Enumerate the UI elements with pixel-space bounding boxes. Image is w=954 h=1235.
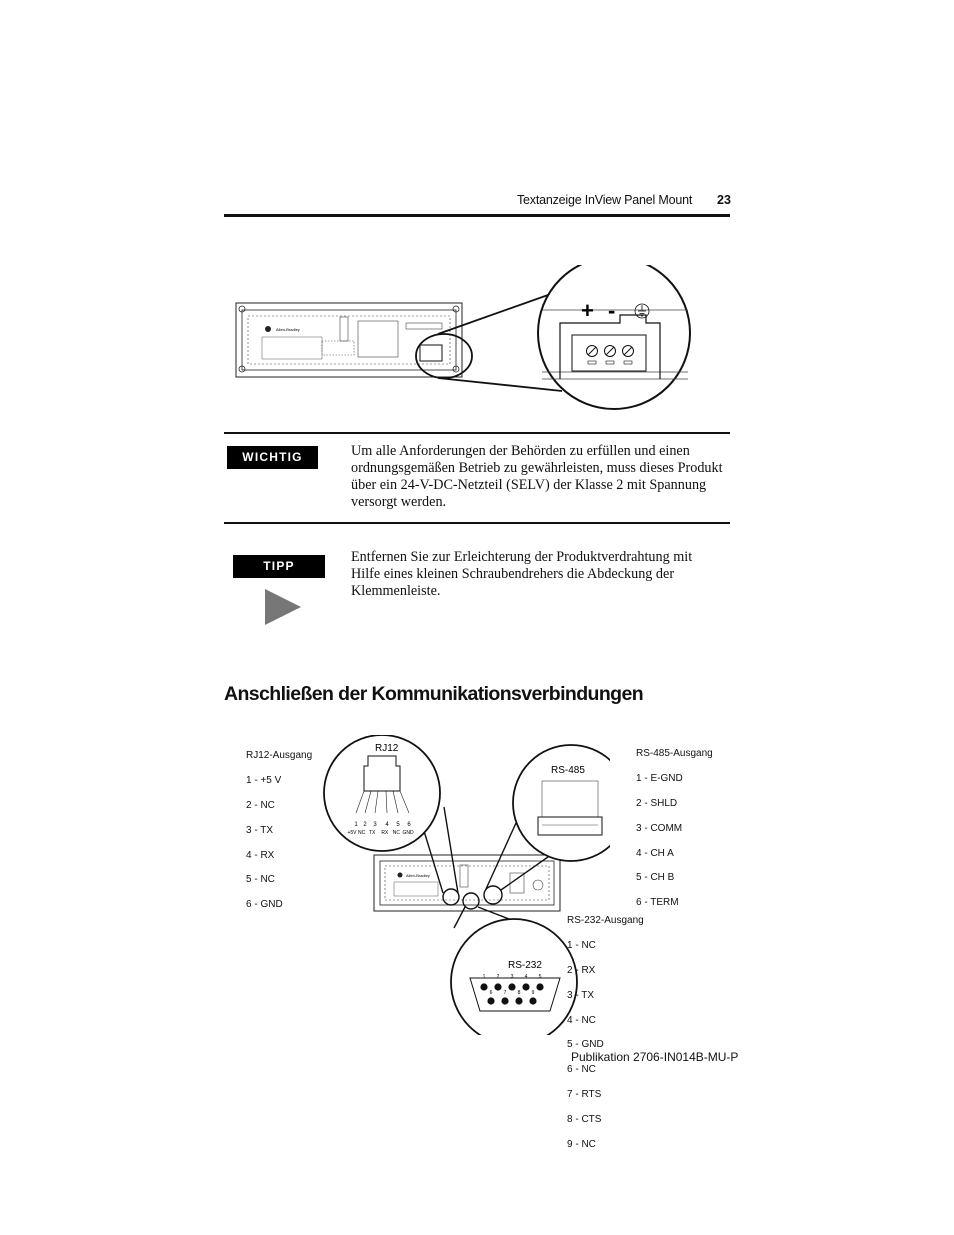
ab-logo-icon [398, 873, 403, 878]
magnifier-small-circle [416, 334, 472, 378]
rj12-pin-list [246, 738, 312, 924]
rs232-zoom-circle [451, 919, 577, 1035]
rj12-pin-number: 5 [396, 822, 400, 828]
rs232-pin-1: 1 - NC [567, 940, 596, 952]
rj12-title: RJ12-Ausgang [246, 750, 313, 762]
notice-top-rule [224, 432, 730, 434]
notice-bottom-rule [224, 522, 730, 524]
magnifier-large-circle [538, 265, 690, 409]
rj12-pin-1: 1 - +5 V [246, 775, 282, 787]
rs485-pin-6: 6 - TERM [636, 897, 679, 909]
rs232-pin-dot [536, 983, 543, 990]
page-number: 23 [717, 193, 731, 207]
rs232-pin-dot [487, 997, 494, 1004]
rs232-pin-dot [508, 983, 515, 990]
rj12-pin-names [347, 830, 413, 836]
rj12-pin-name: RX [381, 830, 389, 836]
rs232-pin-2: 2 - RX [567, 965, 596, 977]
rs232-pin-6: 6 - NC [567, 1064, 596, 1076]
rs485-title: RS-485-Ausgang [636, 748, 713, 760]
comm-panel-brand: Allen-Bradley [406, 873, 430, 878]
tip-badge: TIPP [233, 555, 325, 578]
running-header-title: Textanzeige InView Panel Mount [517, 193, 693, 207]
rs232-title: RS-232-Ausgang [567, 915, 644, 927]
rs232-pin-3: 3 - TX [567, 989, 595, 1001]
rs232-pin-number: 4 [524, 974, 528, 980]
power-terminal-figure [230, 265, 700, 415]
rs232-pin-dot [522, 983, 529, 990]
rs485-pin-4: 4 - CH A [636, 847, 674, 859]
ab-logo-icon [265, 326, 271, 332]
rs232-pin-dot [515, 997, 522, 1004]
rs485-pin-2: 2 - SHLD [636, 798, 678, 810]
rj12-pin-number: 4 [385, 822, 389, 828]
rj12-pin-number: 3 [373, 822, 377, 828]
rs232-pin-list [567, 903, 644, 1164]
rj12-pin-2: 2 - NC [246, 800, 275, 812]
rj12-pin-name: NC [357, 830, 366, 836]
rs232-pin-dot [494, 983, 501, 990]
rs232-pin-dot [501, 997, 508, 1004]
rs232-pin-number: 7 [503, 990, 507, 996]
comm-panel-outline [374, 855, 560, 911]
panel-outline [236, 303, 462, 377]
rj12-pin-name: TX [369, 830, 376, 836]
rs232-pin-9: 9 - NC [567, 1138, 596, 1150]
rj12-pin-5: 5 - NC [246, 874, 275, 886]
rs232-pin-4: 4 - NC [567, 1014, 596, 1026]
rs485-zoom-circle [513, 745, 610, 861]
rj12-pin-number: 1 [354, 822, 358, 828]
rj12-pin-name: GND [402, 830, 414, 836]
rj12-label: RJ12 [375, 743, 399, 754]
rs232-pin-number: 3 [510, 974, 514, 980]
rs232-pin-number: 2 [496, 974, 500, 980]
rs232-port-circle [463, 893, 479, 909]
publication-footer: Publikation 2706-IN014B-MU-P [571, 1050, 739, 1064]
rs232-pin-7: 7 - RTS [567, 1089, 602, 1101]
minus-label: - [608, 298, 616, 323]
rs232-label: RS-232 [508, 960, 542, 971]
rj12-pin-number: 6 [407, 822, 411, 828]
important-badge: WICHTIG [227, 446, 318, 469]
rs232-pin-5: 5 - GND [567, 1039, 604, 1051]
tip-arrow-icon [262, 587, 304, 627]
rs232-pin-number: 8 [517, 990, 521, 996]
plus-label: + [581, 298, 594, 323]
rs485-pin-3: 3 - COMM [636, 822, 683, 834]
tip-text: Entfernen Sie zur Erleichterung der Produktverdrahtung mit Hilfe eines kleinen Schraubendrehers die Abdeckung der Klemmenleiste. [351, 549, 693, 599]
rj12-pin-number: 2 [363, 822, 367, 828]
rj12-pin-name: NC [392, 830, 401, 836]
section-heading: Anschließen der Kommunikationsverbindungen [224, 683, 644, 705]
rj12-pin-6: 6 - GND [246, 899, 283, 911]
rs232-pin-number: 6 [489, 990, 493, 996]
rs232-pin-8: 8 - CTS [567, 1113, 602, 1125]
rs232-pin-dot [480, 983, 487, 990]
rj12-port-circle [443, 889, 459, 905]
rj12-pin-4: 4 - RX [246, 849, 275, 861]
terminal-block [420, 345, 442, 361]
rj12-pin-3: 3 - TX [246, 824, 274, 836]
rs232-pin-number: 5 [538, 974, 542, 980]
rs232-pin-number: 1 [482, 974, 486, 980]
rs485-pin-5: 5 - CH B [636, 872, 675, 884]
header-rule [224, 214, 730, 217]
rs485-label: RS-485 [551, 765, 585, 776]
rs232-pin-number: 9 [531, 990, 535, 996]
rs485-pin-1: 1 - E-GND [636, 773, 683, 785]
important-text: Um alle Anforderungen der Behörden zu erfüllen und einen ordnungsgemäßen Betrieb zu gewährleisten, muss dieses Produkt über ein 24-V-DC-Netzteil (SELV) der Klasse 2 mit Spannung versorgt werden. [351, 443, 723, 510]
panel-brand: Allen-Bradley [276, 327, 300, 332]
rj12-pin-name: +5V [347, 830, 357, 836]
rs232-pin-dot [529, 997, 536, 1004]
rs485-pin-list [636, 736, 713, 922]
